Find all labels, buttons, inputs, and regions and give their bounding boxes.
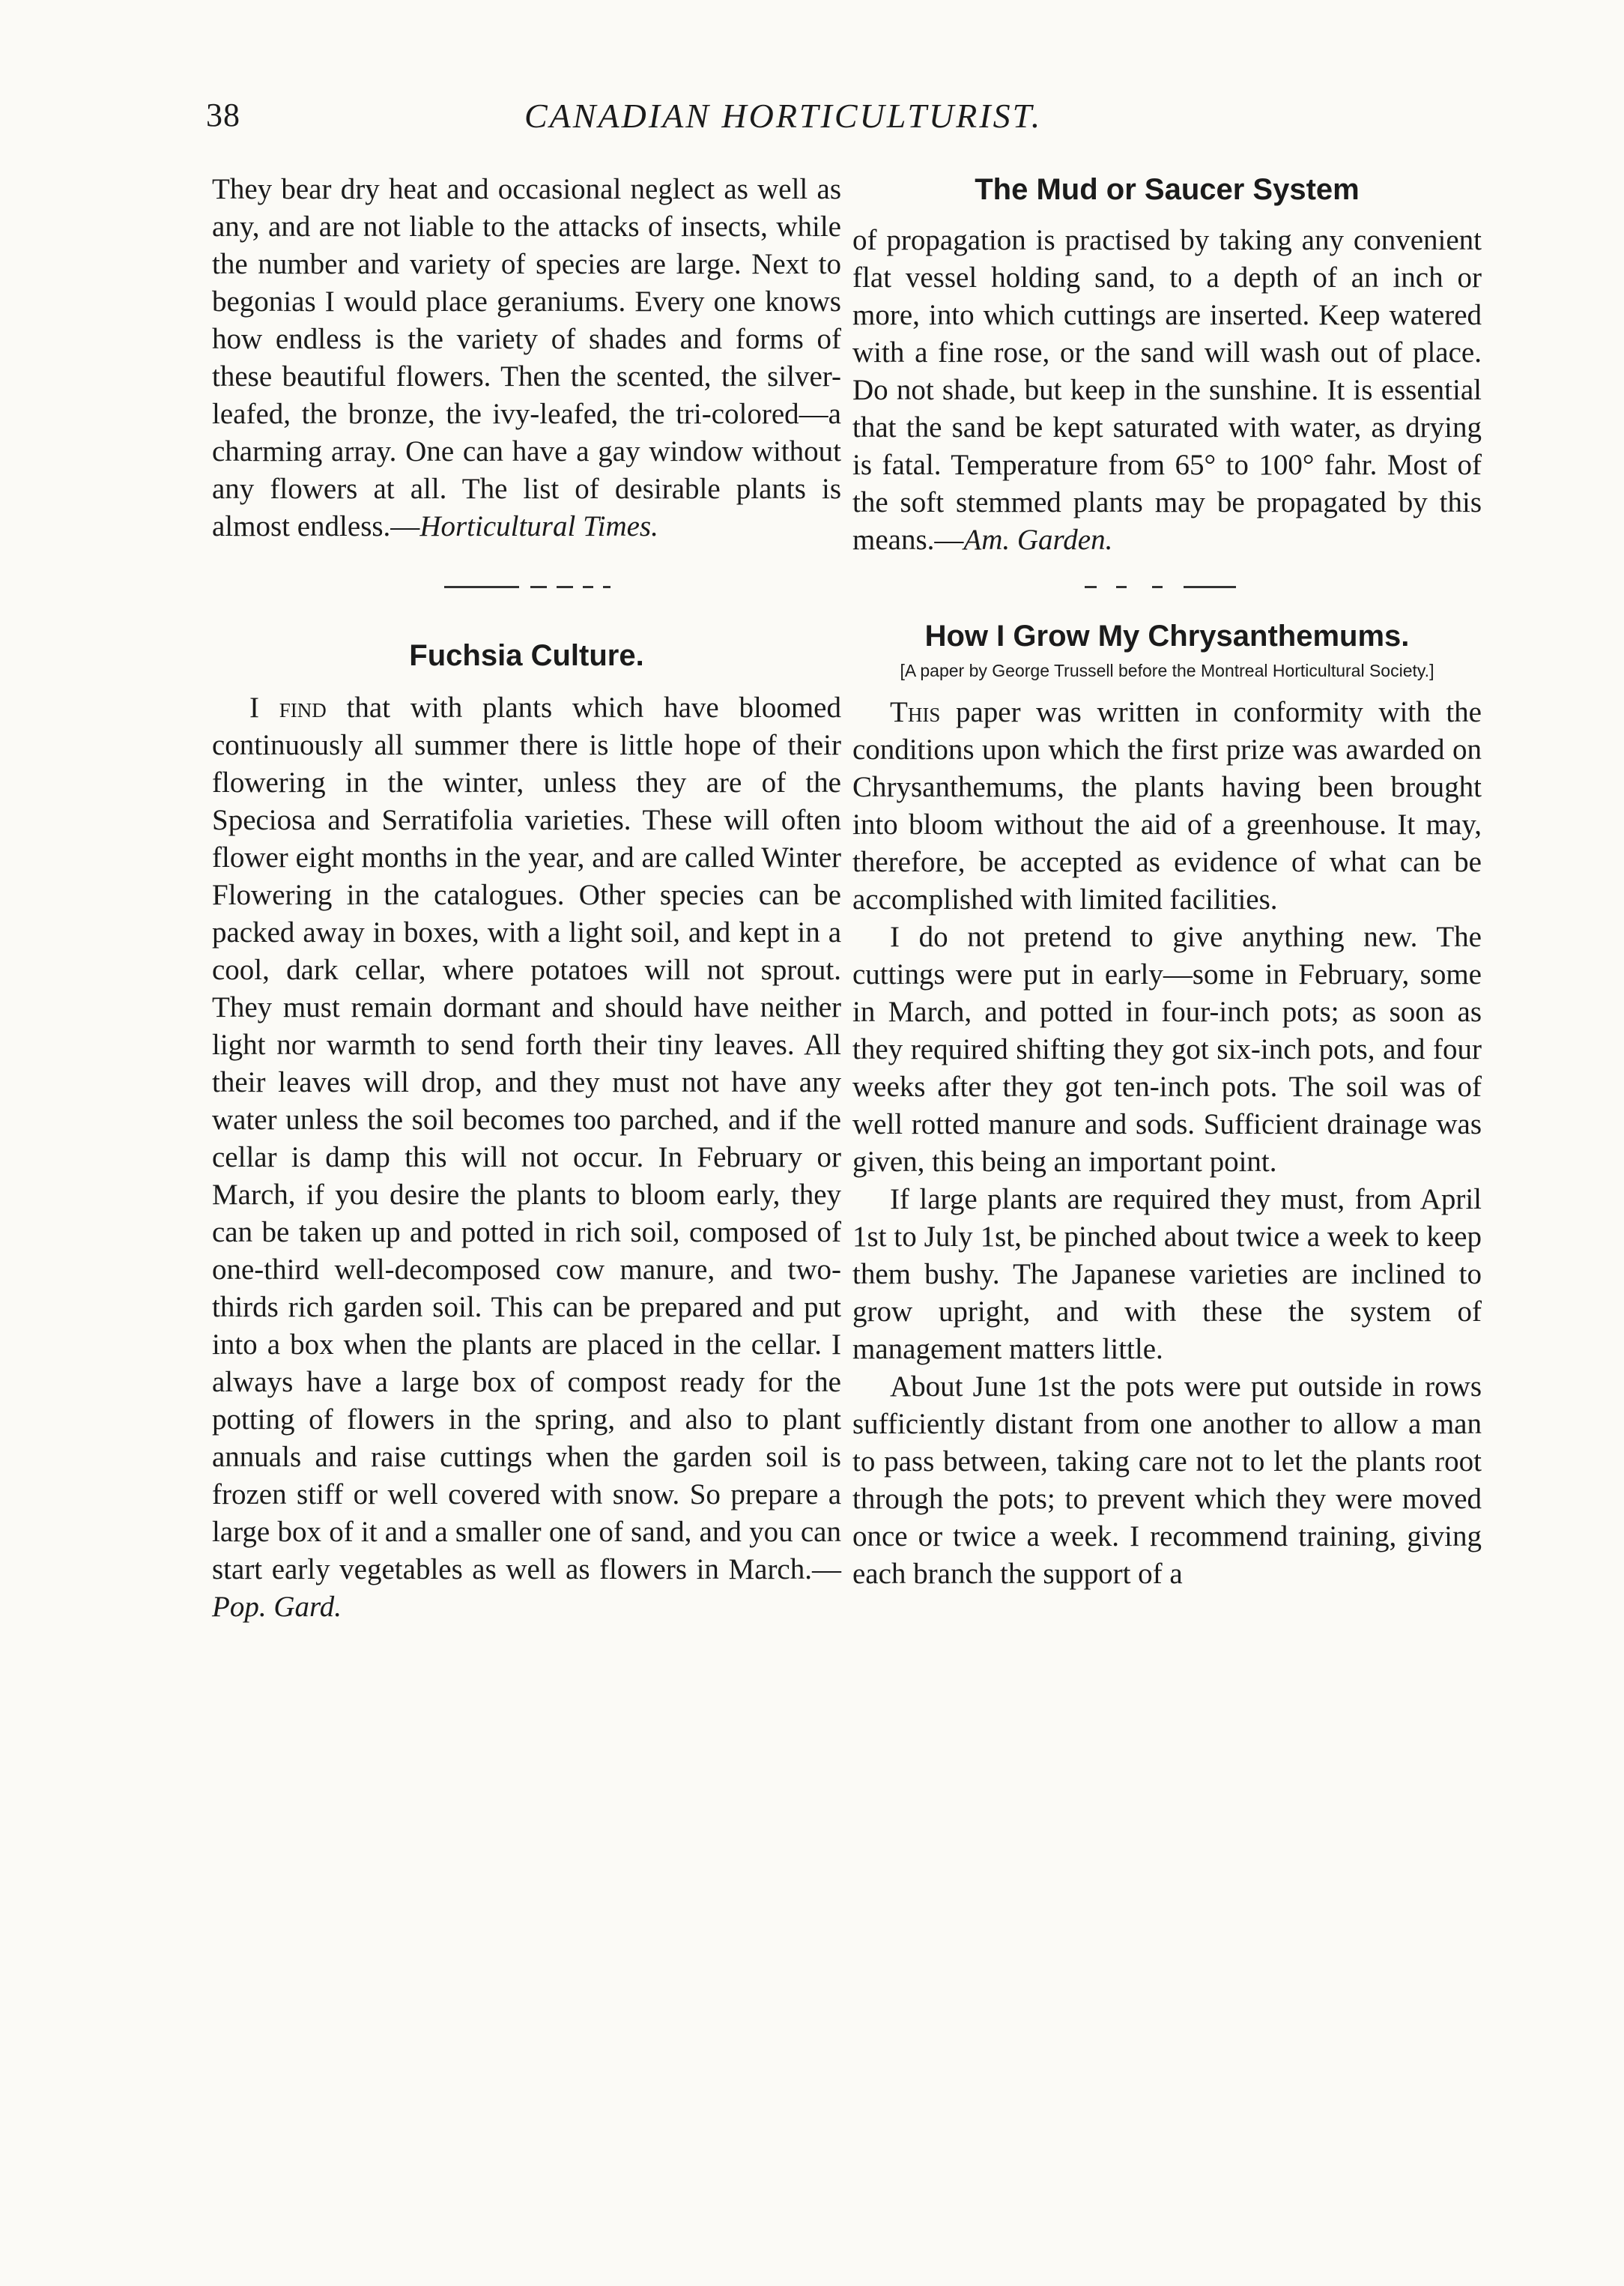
fuchsia-title: Fuchsia Culture. [409,639,644,672]
mud-system-body [852,222,1482,559]
section-divider [1070,575,1264,598]
chrysanthemums-p1-text: paper was written in conformity with the conditions upon which the first prize was awarded on Chrysanthemums, the plants having been brought into bloom without the aid of a greenhouse. It may, therefore, be accepted as evidence of what can be accomplished with limited facilities. [852,696,1482,916]
chrysanthemums-paragraph-1 [852,694,1482,919]
chrysanthemums-lead: This [890,696,941,728]
left-column [212,171,841,1626]
mud-system-title: The Mud or Saucer System [975,173,1360,206]
fuchsia-text: that with plants which have bloomed continuously all summer there is little hope of their flowering in the winter, unless they are of the Speciosa and Serratifolia varieties. These will often flower eight months in the year, and are called Winter Flowering in the catalogues. Other species can be packed away in boxes, with a light soil, and kept in a cool, dark cellar, where potatoes will not sprout. They must remain dormant and should have neither light nor warmth to send forth their tiny leaves. All their leaves will drop, and they must not have any water unless the soil becomes too parched, and if the cellar is damp this will not occur. In February or March, if you desire the plants to bloom early, they can be taken up and potted in rich soil, composed of one-third well-decomposed cow manure, and two-thirds rich garden soil. This can be prepared and put into a box when the plants are placed in the cellar. I always have a large box of compost ready for the potting of flowers in the spring, and also to plant annuals and raise cuttings when the garden soil is frozen stiff or well covered with snow. So prepare a large box of it and a smaller one of sand, and you can start early vegetables as well as flowers in March.— [212,692,841,1585]
intro-paragraph [212,171,841,545]
mud-system-text: of propagation is practised by taking any convenient flat vessel holding sand, to a depth of an inch or more, into which cuttings are inserted. Keep watered with a fine rose, or the sand will wash out of place. Do not shade, but keep in the sunshine. It is essential that the sand be kept saturated with water, as drying is fatal. Temperature from 65° to 100° fahr. Most of the soft stemmed plants may be propagated by this means.— [852,224,1482,556]
chrysanthemums-paragraph-3: If large plants are required they must, from April 1st to July 1st, be pinched about twice a week to keep them bushy. The Japanese varieties are inclined to grow upright, and with these the system of management matters little. [852,1183,1482,1365]
running-title: CANADIAN HORTICULTURIST. [524,97,1043,135]
intro-source: Horticultural Times. [419,510,658,542]
chrysanthemums-paragraph-2: I do not pretend to give anything new. The cuttings were put in early—some in February, some in March, and potted in four-inch pots; as soon as they required shifting they got six-inch pots, and four weeks after they got ten-inch pots. The soil was of well rotted manure and sods. Sufficient drainage was given, this being an important point. [852,921,1482,1178]
right-column [852,171,1482,1593]
chrysanthemums-title: How I Grow My Chrysanthemums. [924,620,1410,653]
chrysanthemums-note: [A paper by George Trussell before the Montreal Horticultural Society.] [900,661,1434,680]
fuchsia-source: Pop. Gard. [212,1591,342,1623]
chrysanthemums-paragraph-4: About June 1st the pots were put outside in rows sufficiently distant from one another to allow a man to pass between, taking care not to let the plants root through the pots; to prevent which they were moved once or twice a week. I recommend training, giving each branch the support of a [852,1370,1482,1590]
mud-system-source: Am. Garden. [963,524,1113,556]
intro-text: They bear dry heat and occasional neglect as well as any, and are not liable to the attacks of insects, while the number and variety of species are large. Next to begonias I would place geraniums. Every one knows how endless is the variety of shades and forms of these beautiful flowers. Then the scented, the silver-leafed, the bronze, the ivy-leafed, the tri-colored—a charming array. One can have a gay window without any flowers at all. The list of desirable plants is almost endless.— [212,173,841,542]
section-divider [429,575,624,598]
fuchsia-lead: I find [249,692,327,724]
page-number: 38 [206,97,240,133]
fuchsia-body [212,689,841,1626]
